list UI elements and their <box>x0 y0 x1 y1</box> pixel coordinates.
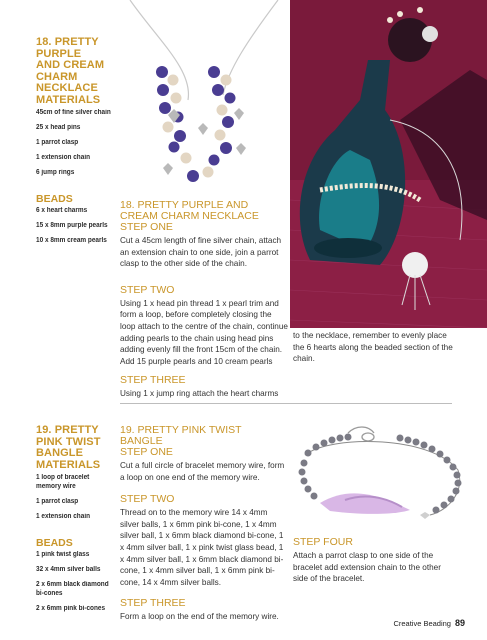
beads-heading-19: BEADS <box>36 537 73 549</box>
step-three-text: Using 1 x jump ring attach the heart charms <box>120 389 279 399</box>
bead-item: 2 x 6mm black diamond bi-cones <box>36 581 109 597</box>
bead-item: 2 x 6mm pink bi-cones <box>36 605 106 612</box>
step-three-heading: STEP THREE <box>120 374 186 387</box>
material-item: 1 parrot clasp <box>36 139 79 146</box>
beads-list-18 <box>36 206 120 245</box>
page-footer <box>393 618 465 628</box>
project-18-instructions <box>120 200 288 400</box>
project-19-instructions <box>120 425 285 623</box>
step-two-continued: to the necklace, remember to evenly place the 6 hearts along the beaded section of the chain. <box>293 331 453 364</box>
step-two-text: Thread on to the memory wire 14 x 4mm silver balls, 1 x 6mm pink bi-cone, 1 x 4mm silver ball, 1 x 6mm black diamond bi-cone, 1 x 4mm silver ball, 1 x pink twist glass bead, 1 x 4mm silver ball, 1 x 6mm black diamond bi-cone, 1 x 4mm silver ball, 1 x 6mm pink bi-cone, 14 x 4mm silver balls. <box>120 508 284 587</box>
step-three-text: Form a loop on the end of the memory wire. <box>120 612 279 622</box>
material-item: 25 x head pins <box>36 124 81 131</box>
materials-title-19: 19. PRETTY PINK TWIST BANGLE MATERIALS <box>36 424 101 471</box>
bead-item: 10 x 8mm cream pearls <box>36 237 107 244</box>
material-item: 45cm of fine silver chain <box>36 109 111 116</box>
material-item: 1 extension chain <box>36 513 91 520</box>
step-one-heading: STEP ONE <box>120 221 173 233</box>
bead-item: 6 x heart charms <box>36 207 88 214</box>
beads-list-19 <box>36 550 120 613</box>
step-two-heading: STEP TWO <box>120 283 175 296</box>
necklace-photo <box>118 0 290 200</box>
step-two-heading: STEP TWO <box>120 493 175 506</box>
material-item: 1 parrot clasp <box>36 498 79 505</box>
materials-list-18 <box>36 108 120 177</box>
beads-heading-18: BEADS <box>36 193 73 205</box>
page-number: 89 <box>454 618 465 628</box>
section-divider <box>120 403 452 404</box>
bead-item: 15 x 8mm purple pearls <box>36 222 108 229</box>
step-four-text: Attach a parrot clasp to one side of the bracelet add extension chain to the other side of the bracelet. <box>293 551 441 584</box>
materials-list-19 <box>36 473 120 521</box>
step-one-text: Cut a full circle of bracelet memory wire, form a loop on one end of the memory wire. <box>120 461 285 482</box>
step-three-heading: STEP THREE <box>120 597 186 610</box>
materials-sidebar-19 <box>36 425 120 619</box>
bead-item: 32 x 4mm silver balls <box>36 566 101 573</box>
bead-item: 1 pink twist glass <box>36 551 90 558</box>
materials-title-18: 18. PRETTY PURPLE AND CREAM CHARM NECKLACE MATERIALS <box>36 36 105 106</box>
magazine-name: Creative Beading <box>393 619 451 628</box>
project-18-title: 18. PRETTY PURPLE AND CREAM CHARM NECKLACE <box>120 199 259 222</box>
material-item: 6 jump rings <box>36 169 75 176</box>
project-19-title: 19. PRETTY PINK TWIST BANGLE <box>120 424 242 447</box>
materials-sidebar-18 <box>36 37 120 251</box>
step-four-block <box>293 537 458 585</box>
step-two-text: Using 1 x head pin thread 1 x pearl trim and form a loop, before completely closing the loop attach to the centre of the chain, continue adding pearls to the chain using head pins adding evenly fill the front 15cm of the chain. Add 15 purple pearls and 10 cream pearls <box>120 298 288 366</box>
step-one-heading: STEP ONE <box>120 446 173 458</box>
material-item: 1 extension chain <box>36 154 91 161</box>
material-item: 1 loop of bracelet memory wire <box>36 474 90 490</box>
bracelet-photo <box>290 415 470 525</box>
main-photo <box>290 0 487 328</box>
step-four-heading: STEP FOUR <box>293 536 353 548</box>
step-one-text: Cut a 45cm length of fine silver chain, attach an extension chain to one side, join a parrot clasp to the other side of the chain. <box>120 236 282 269</box>
